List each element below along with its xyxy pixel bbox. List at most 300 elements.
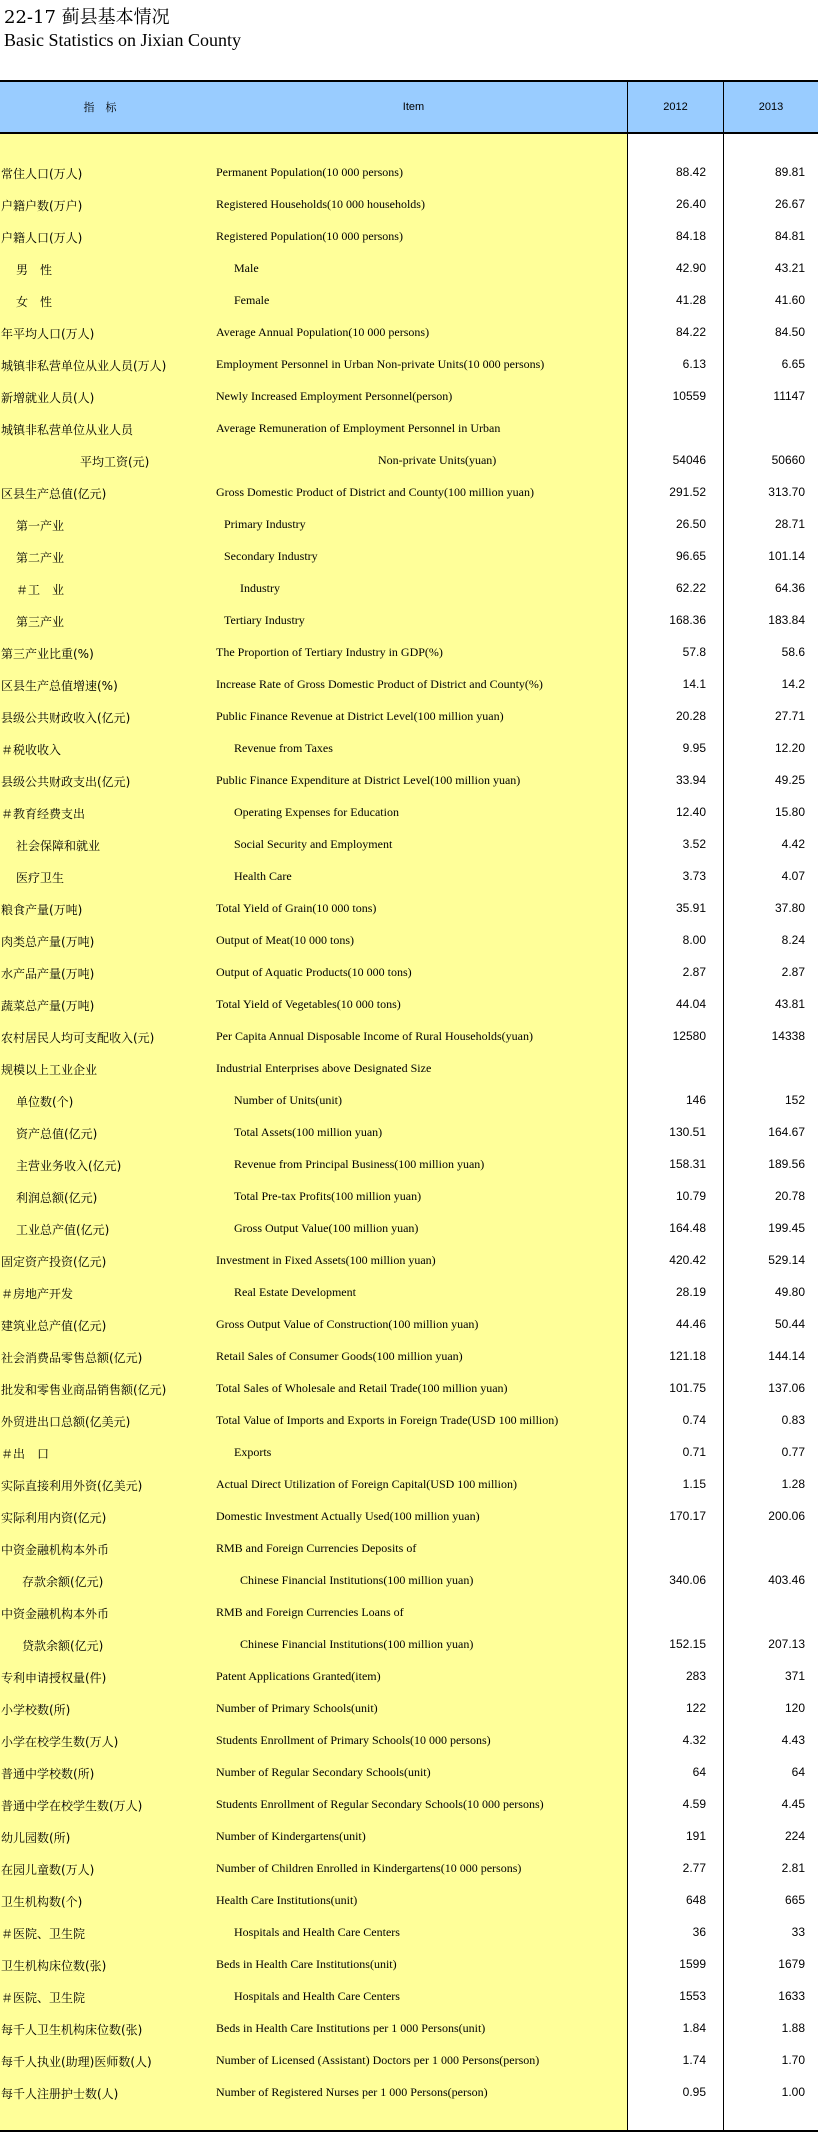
value-cell <box>724 1148 818 1180</box>
row-label-en: Secondary Industry <box>224 549 318 563</box>
value-2012: 146 <box>685 1093 706 1107</box>
label-column <box>0 134 627 2130</box>
value-cell <box>724 764 818 796</box>
value-cell <box>628 1532 723 1564</box>
value-cell <box>724 988 818 1020</box>
row-label-cn: ＃出 口 <box>1 1447 50 1461</box>
value-cell <box>724 1244 818 1276</box>
value-2013: 529.14 <box>768 1253 805 1267</box>
row-label-en: Number of Licensed (Assistant) Doctors per 1 000 Persons(person) <box>216 2053 540 2067</box>
value-cell <box>724 1596 818 1628</box>
value-cell <box>628 380 723 412</box>
table-row <box>0 1532 627 1564</box>
value-2013: 49.25 <box>774 773 805 787</box>
value-cell <box>628 1148 723 1180</box>
value-2013: 84.81 <box>774 229 805 243</box>
row-label-cn: 蔬菜总产量(万吨) <box>1 999 95 1013</box>
value-cell <box>724 572 818 604</box>
table-row <box>0 380 627 412</box>
table-row <box>0 732 627 764</box>
row-label-cn: 主营业务收入(亿元) <box>16 1159 122 1173</box>
value-2013: 50660 <box>771 453 805 467</box>
table-row <box>0 860 627 892</box>
row-label-cn: ＃医院、卫生院 <box>1 1991 86 2005</box>
value-cell <box>628 188 723 220</box>
value-2012: 35.91 <box>675 901 706 915</box>
value-2012: 26.40 <box>675 197 706 211</box>
value-cell <box>628 1884 723 1916</box>
value-cell <box>628 1244 723 1276</box>
table-row <box>0 1788 627 1820</box>
row-label-cn: 县级公共财政收入(亿元) <box>1 711 131 725</box>
table-row <box>0 796 627 828</box>
row-label-en: Public Finance Expenditure at District Level(100 million yuan) <box>216 773 521 787</box>
value-2013: 37.80 <box>774 901 805 915</box>
row-label-cn: 规模以上工业企业 <box>1 1063 98 1077</box>
value-2012: 12.40 <box>675 805 706 819</box>
row-label-en: Total Yield of Grain(10 000 tons) <box>216 901 377 915</box>
table-title-english: Basic Statistics on Jixian County <box>4 30 241 50</box>
row-label-en: Per Capita Annual Disposable Income of Rural Households(yuan) <box>216 1029 533 1043</box>
row-label-en: Revenue from Taxes <box>234 741 333 755</box>
value-2013: 137.06 <box>768 1381 805 1395</box>
value-cell <box>628 604 723 636</box>
table-row <box>0 1916 627 1948</box>
value-cell <box>724 956 818 988</box>
value-cell <box>724 1020 818 1052</box>
row-label-cn: 建筑业总产值(亿元) <box>1 1319 107 1333</box>
value-2013: 14.2 <box>781 677 805 691</box>
table-row <box>0 668 627 700</box>
table-row <box>0 2044 627 2076</box>
value-cell <box>724 1980 818 2012</box>
value-2012: 64 <box>692 1765 706 1779</box>
row-label-en: Gross Output Value(100 million yuan) <box>234 1221 419 1235</box>
value-2012: 6.13 <box>682 357 706 371</box>
value-2013: 1.28 <box>781 1477 805 1491</box>
value-cell <box>628 572 723 604</box>
value-cell <box>628 412 723 444</box>
value-2013: 313.70 <box>768 485 805 499</box>
value-cell <box>724 476 818 508</box>
row-label-en: Exports <box>234 1445 272 1459</box>
value-cell <box>724 1724 818 1756</box>
table-row <box>0 1724 627 1756</box>
value-cell <box>724 1084 818 1116</box>
row-label-cn: 户籍户数(万户) <box>1 199 83 213</box>
value-2013: 144.14 <box>768 1349 805 1363</box>
value-cell <box>628 828 723 860</box>
value-2013: 49.80 <box>774 1285 805 1299</box>
value-2012: 340.06 <box>669 1573 706 1587</box>
row-label-en: Output of Aquatic Products(10 000 tons) <box>216 965 412 979</box>
value-cell <box>724 316 818 348</box>
header-year-2013: 2013 <box>723 82 818 132</box>
row-label-cn: 幼儿园数(所) <box>1 1831 71 1845</box>
value-cell <box>628 1852 723 1884</box>
row-label-en: Number of Regular Secondary Schools(unit) <box>216 1765 431 1779</box>
table-row <box>0 1884 627 1916</box>
value-cell <box>628 1628 723 1660</box>
value-cell <box>724 604 818 636</box>
row-label-cn: 县级公共财政支出(亿元) <box>1 775 131 789</box>
value-cell <box>724 1436 818 1468</box>
value-cell <box>628 860 723 892</box>
row-label-cn: 中资金融机构本外币 <box>1 1543 110 1557</box>
row-label-en: Gross Domestic Product of District and County(100 million yuan) <box>216 485 534 499</box>
row-label-en: Number of Registered Nurses per 1 000 Persons(person) <box>216 2085 488 2099</box>
row-label-en: Total Assets(100 million yuan) <box>234 1125 383 1139</box>
value-2013: 64.36 <box>774 581 805 595</box>
value-2012: 1.74 <box>682 2053 706 2067</box>
row-label-en: Newly Increased Employment Personnel(person) <box>216 389 453 403</box>
value-cell <box>628 1468 723 1500</box>
table-row <box>0 508 627 540</box>
row-label-cn: 平均工资(元) <box>80 455 150 469</box>
table-row <box>0 1948 627 1980</box>
value-2012: 3.73 <box>682 869 706 883</box>
value-2012: 44.46 <box>675 1317 706 1331</box>
row-label-en: Increase Rate of Gross Domestic Product of District and County(%) <box>216 677 543 691</box>
table-row <box>0 156 627 188</box>
value-cell <box>628 636 723 668</box>
value-2012: 648 <box>685 1893 706 1907</box>
table-row <box>0 540 627 572</box>
table-row <box>0 284 627 316</box>
table-row <box>0 764 627 796</box>
value-cell <box>628 1692 723 1724</box>
value-2013: 224 <box>784 1829 805 1843</box>
value-cell <box>628 1436 723 1468</box>
table-row <box>0 1660 627 1692</box>
row-label-cn: 常住人口(万人) <box>1 167 83 181</box>
value-2013: 43.21 <box>774 261 805 275</box>
row-label-en: Number of Kindergartens(unit) <box>216 1829 366 1843</box>
value-cell <box>628 1212 723 1244</box>
value-cell <box>724 444 818 476</box>
value-2013: 6.65 <box>781 357 805 371</box>
value-cell <box>628 1180 723 1212</box>
value-2013: 403.46 <box>768 1573 805 1587</box>
row-label-cn: 社会保障和就业 <box>16 839 101 853</box>
value-2012: 2.77 <box>682 1861 706 1875</box>
table-row <box>0 1468 627 1500</box>
row-label-cn: 中资金融机构本外币 <box>1 1607 110 1621</box>
row-label-cn: 城镇非私营单位从业人员 <box>1 423 134 437</box>
bottom-rule <box>0 2130 818 2132</box>
value-2012: 3.52 <box>682 837 706 851</box>
value-cell <box>628 1660 723 1692</box>
table-row <box>0 604 627 636</box>
value-2012: 122 <box>685 1701 706 1715</box>
value-2013: 2.87 <box>781 965 805 979</box>
value-2012: 84.22 <box>675 325 706 339</box>
value-cell <box>628 1340 723 1372</box>
value-2012: 44.04 <box>675 997 706 1011</box>
table-row <box>0 1692 627 1724</box>
value-2012: 0.71 <box>682 1445 706 1459</box>
table-row <box>0 1148 627 1180</box>
value-cell <box>628 668 723 700</box>
value-2012: 62.22 <box>675 581 706 595</box>
value-2013: 58.6 <box>781 645 805 659</box>
header-year-2012: 2012 <box>627 82 723 132</box>
value-cell <box>724 636 818 668</box>
row-label-cn: 每千人执业(助理)医师数(人) <box>1 2055 152 2069</box>
value-2012: 0.74 <box>682 1413 706 1427</box>
table-row <box>0 636 627 668</box>
value-2012: 42.90 <box>675 261 706 275</box>
value-2013: 4.45 <box>781 1797 805 1811</box>
row-label-en: Social Security and Employment <box>234 837 393 851</box>
value-cell <box>724 1468 818 1500</box>
value-2013: 28.71 <box>774 517 805 531</box>
value-2013: 371 <box>784 1669 805 1683</box>
value-cell <box>628 924 723 956</box>
value-cell <box>724 1532 818 1564</box>
table-row <box>0 956 627 988</box>
row-label-cn: 普通中学在校学生数(万人) <box>1 1799 143 1813</box>
value-cell <box>724 220 818 252</box>
row-label-en: Number of Units(unit) <box>234 1093 342 1107</box>
row-label-en: Total Yield of Vegetables(10 000 tons) <box>216 997 401 1011</box>
value-cell <box>724 1628 818 1660</box>
row-label-cn: 女 性 <box>16 295 53 309</box>
row-label-en: Average Annual Population(10 000 persons) <box>216 325 430 339</box>
row-label-cn: ＃教育经费支出 <box>1 807 86 821</box>
row-label-en: Students Enrollment of Primary Schools(10 000 persons) <box>216 1733 491 1747</box>
value-2013: 199.45 <box>768 1221 805 1235</box>
row-label-cn: 每千人卫生机构床位数(张) <box>1 2023 143 2037</box>
row-label-en: Gross Output Value of Construction(100 million yuan) <box>216 1317 479 1331</box>
table-row <box>0 892 627 924</box>
value-cell <box>724 188 818 220</box>
page-header <box>0 0 818 80</box>
row-label-en: Health Care Institutions(unit) <box>216 1893 358 1907</box>
value-cell <box>724 2044 818 2076</box>
value-2012: 8.00 <box>682 933 706 947</box>
value-cell <box>628 1404 723 1436</box>
value-cell <box>724 1212 818 1244</box>
value-cell <box>724 412 818 444</box>
value-2012: 1.84 <box>682 2021 706 2035</box>
value-2012: 2.87 <box>682 965 706 979</box>
value-2013: 665 <box>784 1893 805 1907</box>
row-label-cn: 小学在校学生数(万人) <box>1 1735 119 1749</box>
row-label-en: Total Value of Imports and Exports in Foreign Trade(USD 100 million) <box>216 1413 559 1427</box>
value-2013: 27.71 <box>774 709 805 723</box>
row-label-cn: 医疗卫生 <box>16 871 65 885</box>
table-header <box>0 82 818 134</box>
row-label-cn: 专利申请授权量(件) <box>1 1671 107 1685</box>
row-label-en: Tertiary Industry <box>224 613 305 627</box>
row-label-en: Chinese Financial Institutions(100 million yuan) <box>240 1637 474 1651</box>
value-cell <box>628 956 723 988</box>
header-item-en: Item <box>402 101 425 113</box>
table-row <box>0 412 627 444</box>
value-2013: 1.00 <box>781 2085 805 2099</box>
value-2013: 15.80 <box>774 805 805 819</box>
row-label-cn: 区县生产总值(亿元) <box>1 487 107 501</box>
value-2013: 2.81 <box>781 1861 805 1875</box>
row-label-cn: 区县生产总值增速(%) <box>1 679 118 693</box>
table-row <box>0 476 627 508</box>
row-label-en: Industry <box>240 581 280 595</box>
table-row <box>0 1340 627 1372</box>
value-cell <box>724 700 818 732</box>
row-label-en: Permanent Population(10 000 persons) <box>216 165 403 179</box>
row-label-cn: 外贸进出口总额(亿美元) <box>1 1415 131 1429</box>
row-label-cn: 社会消费品零售总额(亿元) <box>1 1351 143 1365</box>
value-cell <box>724 252 818 284</box>
value-2012: 101.75 <box>669 1381 706 1395</box>
value-2013: 101.14 <box>768 549 805 563</box>
value-cell <box>724 1756 818 1788</box>
value-2013: 4.07 <box>781 869 805 883</box>
row-label-cn: 农村居民人均可支配收入(元) <box>1 1031 155 1045</box>
value-2012: 10.79 <box>675 1189 706 1203</box>
row-label-en: RMB and Foreign Currencies Loans of <box>216 1605 404 1619</box>
row-label-en: Students Enrollment of Regular Secondary Schools(10 000 persons) <box>216 1797 544 1811</box>
value-cell <box>724 1564 818 1596</box>
table-row <box>0 1756 627 1788</box>
value-cell <box>628 1308 723 1340</box>
row-label-cn: 粮食产量(万吨) <box>1 903 83 917</box>
table-row <box>0 988 627 1020</box>
value-2013: 33 <box>791 1925 805 1939</box>
value-2013: 4.42 <box>781 837 805 851</box>
row-label-en: Revenue from Principal Business(100 million yuan) <box>234 1157 485 1171</box>
row-label-cn: 实际利用内资(亿元) <box>1 1511 107 1525</box>
value-cell <box>628 1116 723 1148</box>
table-row <box>0 444 627 476</box>
row-label-cn: 资产总值(亿元) <box>16 1127 98 1141</box>
value-2013: 41.60 <box>774 293 805 307</box>
row-label-en: Chinese Financial Institutions(100 million yuan) <box>240 1573 474 1587</box>
row-label-cn: 男 性 <box>16 263 53 277</box>
value-cell <box>628 1756 723 1788</box>
value-2012: 26.50 <box>675 517 706 531</box>
value-2012: 1.15 <box>682 1477 706 1491</box>
row-label-cn: 工业总产值(亿元) <box>16 1223 110 1237</box>
value-2013: 4.43 <box>781 1733 805 1747</box>
value-cell <box>628 732 723 764</box>
row-label-cn: 卫生机构数(个) <box>1 1895 83 1909</box>
table-row <box>0 1052 627 1084</box>
row-label-en: Registered Households(10 000 households) <box>216 197 425 211</box>
value-2012: 4.32 <box>682 1733 706 1747</box>
row-label-en: Primary Industry <box>224 517 306 531</box>
row-label-cn: 第二产业 <box>16 551 65 565</box>
value-cell <box>724 1916 818 1948</box>
value-2012: 158.31 <box>669 1157 706 1171</box>
row-label-cn: ＃税收收入 <box>1 743 62 757</box>
row-label-cn: 户籍人口(万人) <box>1 231 83 245</box>
value-cell <box>628 252 723 284</box>
row-label-cn: 卫生机构床位数(张) <box>1 1959 107 1973</box>
header-indicator-cn: 指 标 <box>83 102 117 114</box>
table-title-chinese: 22-17 蓟县基本情况 <box>4 7 170 28</box>
table-row <box>0 572 627 604</box>
value-2012: 291.52 <box>669 485 706 499</box>
row-label-cn: ＃工 业 <box>16 583 65 597</box>
value-2012: 10559 <box>672 389 706 403</box>
row-label-cn: 年平均人口(万人) <box>1 327 95 341</box>
table-row <box>0 924 627 956</box>
value-2012: 130.51 <box>669 1125 706 1139</box>
row-label-en: Real Estate Development <box>234 1285 356 1299</box>
value-2012: 28.19 <box>675 1285 706 1299</box>
table-row <box>0 1500 627 1532</box>
value-2013: 43.81 <box>774 997 805 1011</box>
value-cell <box>628 2044 723 2076</box>
table-row <box>0 220 627 252</box>
row-label-cn: 第一产业 <box>16 519 65 533</box>
row-label-en: Health Care <box>234 869 292 883</box>
value-2012: 1553 <box>679 1989 706 2003</box>
value-2012: 9.95 <box>682 741 706 755</box>
value-cell <box>724 380 818 412</box>
value-cell <box>628 540 723 572</box>
value-2013: 189.56 <box>768 1157 805 1171</box>
value-cell <box>724 1852 818 1884</box>
value-cell <box>628 1564 723 1596</box>
value-2013: 164.67 <box>768 1125 805 1139</box>
row-label-cn: 固定资产投资(亿元) <box>1 1255 107 1269</box>
table-row <box>0 1628 627 1660</box>
row-label-en: Number of Primary Schools(unit) <box>216 1701 378 1715</box>
row-label-en: Output of Meat(10 000 tons) <box>216 933 354 947</box>
value-cell <box>724 1180 818 1212</box>
value-cell <box>628 988 723 1020</box>
value-cell <box>628 796 723 828</box>
row-label-cn: 利润总额(亿元) <box>16 1191 98 1205</box>
value-2013: 20.78 <box>774 1189 805 1203</box>
spacer <box>0 134 627 156</box>
value-2012: 12580 <box>672 1029 706 1043</box>
value-2013: 1.88 <box>781 2021 805 2035</box>
table-row <box>0 1212 627 1244</box>
table-row <box>0 2076 627 2108</box>
value-2013: 8.24 <box>781 933 805 947</box>
value-cell <box>724 156 818 188</box>
table-row <box>0 1276 627 1308</box>
value-cell <box>628 1948 723 1980</box>
row-label-en: The Proportion of Tertiary Industry in GDP(%) <box>216 645 443 659</box>
row-label-cn: 普通中学校数(所) <box>1 1767 95 1781</box>
value-cell <box>724 828 818 860</box>
row-label-en: Beds in Health Care Institutions per 1 000 Persons(unit) <box>216 2021 486 2035</box>
value-2012: 170.17 <box>669 1509 706 1523</box>
value-cell <box>724 1660 818 1692</box>
value-2013: 152 <box>784 1093 805 1107</box>
value-2012: 191 <box>685 1829 706 1843</box>
table-row <box>0 1980 627 2012</box>
table-row <box>0 1372 627 1404</box>
table-row <box>0 188 627 220</box>
value-cell <box>724 1276 818 1308</box>
row-label-en: Employment Personnel in Urban Non-private Units(10 000 persons) <box>216 357 545 371</box>
value-cell <box>628 156 723 188</box>
value-2012: 20.28 <box>675 709 706 723</box>
row-label-en: Actual Direct Utilization of Foreign Capital(USD 100 million) <box>216 1477 517 1491</box>
value-cell <box>628 1052 723 1084</box>
table-row <box>0 348 627 380</box>
value-2013: 64 <box>791 1765 805 1779</box>
value-2012: 88.42 <box>675 165 706 179</box>
value-2012: 0.95 <box>682 2085 706 2099</box>
row-label-en: Hospitals and Health Care Centers <box>234 1989 400 2003</box>
